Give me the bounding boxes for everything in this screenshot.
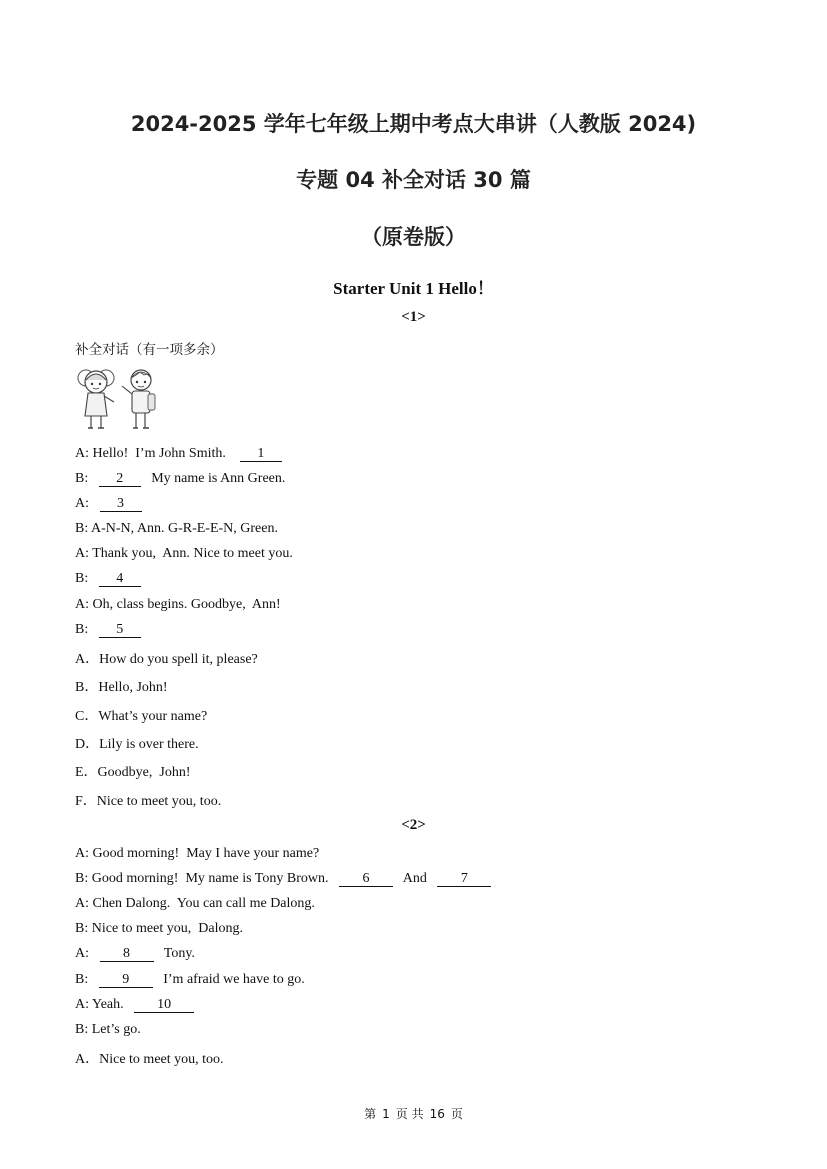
dialogue-line: B: 2 My name is Ann Green. bbox=[75, 471, 286, 486]
document-title: 2024-2025 学年七年级上期中考点大串讲（人教版 2024) bbox=[130, 112, 697, 136]
dialogue-line: A: Good morning! May I have your name? bbox=[75, 846, 320, 861]
unit-title: Starter Unit 1 Hello！ bbox=[333, 279, 494, 298]
blank-4[interactable]: 4 bbox=[99, 572, 141, 587]
dialogue-line: A: Yeah. 10 bbox=[75, 997, 194, 1013]
page-footer: 第 1 页 共 16 页 bbox=[364, 1107, 463, 1121]
dialogue-line: A: Hello! I’m John Smith. 1 bbox=[75, 446, 282, 462]
blank-7[interactable]: 7 bbox=[437, 872, 491, 887]
document-subtitle: 专题 04 补全对话 30 篇 bbox=[296, 168, 531, 192]
dialogue-line: B: 5 bbox=[75, 622, 141, 638]
dialogue-line: A: 3 bbox=[75, 496, 142, 512]
section-number-1: <1> bbox=[401, 309, 426, 325]
blank-3[interactable]: 3 bbox=[100, 497, 142, 512]
dialogue-line: A: Thank you, Ann. Nice to meet you. bbox=[75, 546, 293, 561]
option-item: C．What’s your name? bbox=[75, 709, 208, 724]
dialogue-line: B: Let’s go. bbox=[75, 1022, 141, 1037]
blank-10[interactable]: 10 bbox=[134, 998, 194, 1013]
dialogue-line: B: Good morning! My name is Tony Brown. 6 And 7 bbox=[75, 871, 491, 887]
option-item: D．Lily is over there. bbox=[75, 737, 199, 752]
blank-5[interactable]: 5 bbox=[99, 623, 141, 638]
page-number: 1 bbox=[382, 1107, 390, 1121]
option-item: E．Goodbye, John! bbox=[75, 765, 191, 780]
dialogue-line: B: A-N-N, Ann. G-R-E-E-N, Green. bbox=[75, 521, 278, 536]
dialogue-line: B: Nice to meet you, Dalong. bbox=[75, 921, 243, 936]
kids-illustration bbox=[74, 366, 164, 434]
blank-8[interactable]: 8 bbox=[100, 947, 154, 962]
section-instruction: 补全对话（有一项多余） bbox=[75, 342, 224, 358]
dialogue-line: B: 4 bbox=[75, 571, 141, 587]
section-number-2: <2> bbox=[401, 817, 426, 833]
blank-6[interactable]: 6 bbox=[339, 872, 393, 887]
blank-1[interactable]: 1 bbox=[240, 447, 282, 462]
option-item: A．Nice to meet you, too. bbox=[75, 1052, 224, 1067]
document-version-label: （原卷版） bbox=[361, 225, 466, 249]
dialogue-line: A: Oh, class begins. Goodbye, Ann! bbox=[75, 597, 281, 612]
blank-2[interactable]: 2 bbox=[99, 472, 141, 487]
dialogue-line: A: Chen Dalong. You can call me Dalong. bbox=[75, 896, 315, 911]
blank-9[interactable]: 9 bbox=[99, 973, 153, 988]
option-item: F．Nice to meet you, too. bbox=[75, 794, 222, 809]
dialogue-line: A: 8 Tony. bbox=[75, 946, 195, 961]
dialogue-line: B: 9 I’m afraid we have to go. bbox=[75, 972, 305, 987]
option-item: A．How do you spell it, please? bbox=[75, 652, 258, 667]
option-item: B．Hello, John! bbox=[75, 680, 168, 695]
total-pages: 16 bbox=[429, 1107, 445, 1121]
